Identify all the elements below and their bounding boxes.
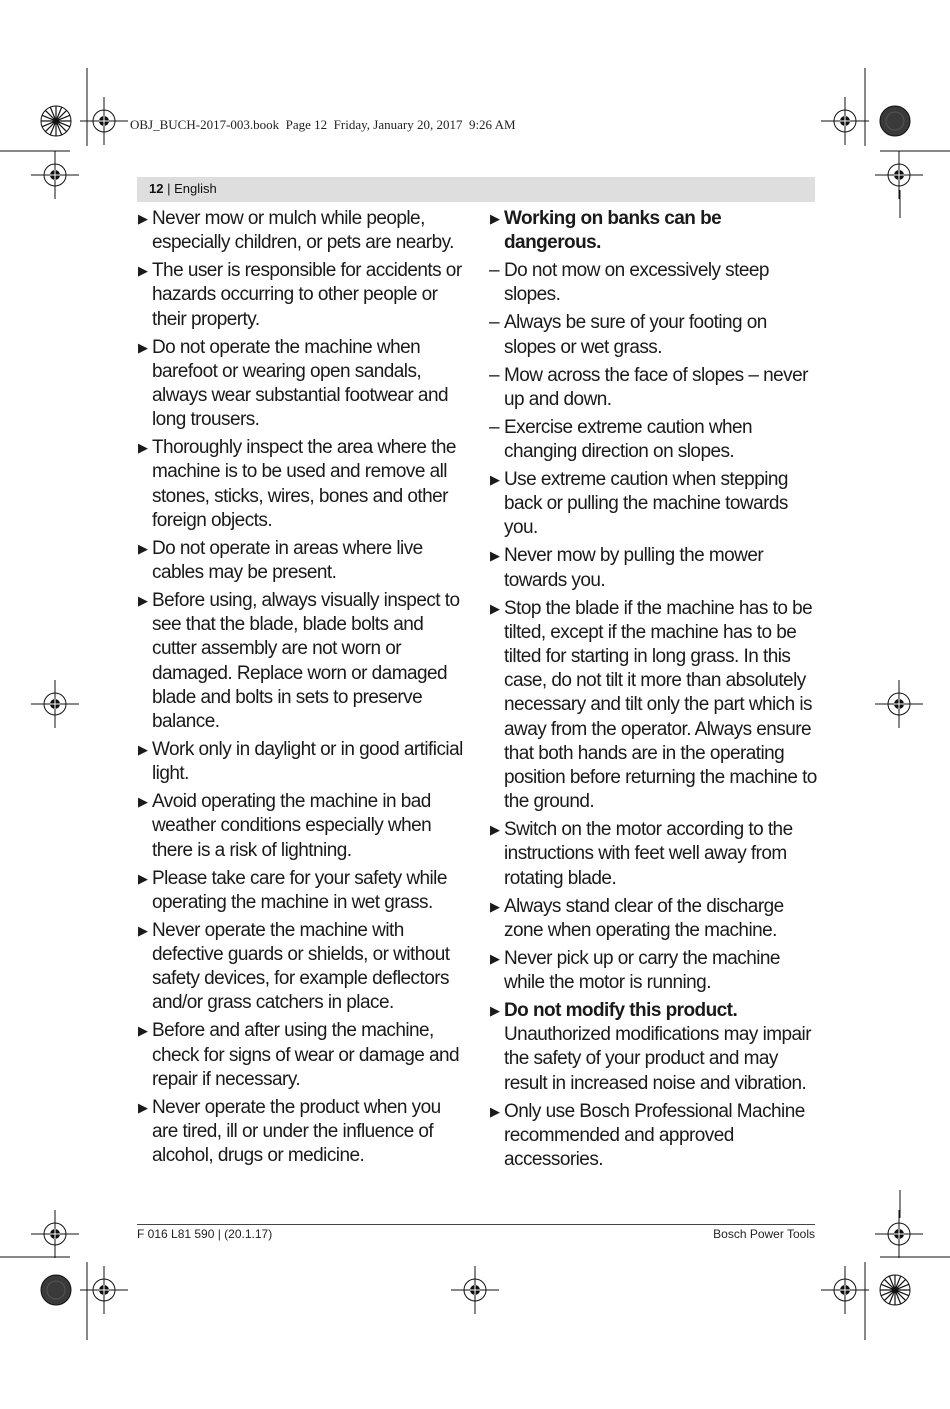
dash-bullet: – xyxy=(489,416,500,438)
item-text: Always stand clear of the discharge zone when operating the machine. xyxy=(504,895,784,941)
list-item xyxy=(489,416,817,464)
list-item xyxy=(489,597,817,815)
item-bold-text: Do not modify this product. xyxy=(504,1000,738,1022)
header-separator: | xyxy=(163,181,175,196)
list-item xyxy=(489,544,817,592)
footer-divider xyxy=(137,1224,815,1225)
list-item xyxy=(137,738,467,786)
right-column xyxy=(489,207,817,1176)
triangle-bullet-icon: ▶ xyxy=(490,950,500,966)
triangle-bullet-icon: ▶ xyxy=(490,822,500,838)
triangle-bullet-icon: ▶ xyxy=(138,922,148,938)
triangle-bullet-icon: ▶ xyxy=(490,472,500,488)
list-item xyxy=(137,336,467,433)
item-bold-text: Working on banks can be dangerous. xyxy=(504,208,722,254)
triangle-bullet-icon: ▶ xyxy=(138,1023,148,1039)
list-item xyxy=(489,311,817,359)
triangle-bullet-icon: ▶ xyxy=(490,548,500,564)
triangle-bullet-icon: ▶ xyxy=(138,211,148,226)
triangle-bullet-icon: ▶ xyxy=(138,870,148,886)
triangle-bullet-icon: ▶ xyxy=(138,339,148,355)
list-item xyxy=(489,947,817,995)
page-header xyxy=(137,177,815,202)
list-item xyxy=(489,207,817,255)
item-text: Please take care for your safety while operating the machine in wet grass. xyxy=(152,867,447,913)
list-item xyxy=(489,999,817,1096)
triangle-bullet-icon: ▶ xyxy=(138,742,148,758)
print-info: OBJ_BUCH-2017-003.book Page 12 Friday, January 20, 2017 9:26 AM xyxy=(130,117,516,132)
list-item xyxy=(137,790,467,863)
item-text: Never operate the machine with defective guards or shields, or without safety devices, for example deflectors and/or grass catchers in place. xyxy=(152,919,450,1014)
list-item xyxy=(489,259,817,307)
item-text: Before and after using the machine, check for signs of wear or damage and repair if necessary. xyxy=(152,1020,460,1090)
list-item xyxy=(489,895,817,943)
triangle-bullet-icon: ▶ xyxy=(138,593,148,609)
page-number: 12 xyxy=(149,181,164,196)
list-item xyxy=(137,867,467,915)
header-language: English xyxy=(174,181,217,196)
item-text: Do not mow on excessively steep slopes. xyxy=(504,260,769,306)
list-item xyxy=(137,1096,467,1169)
item-text: Only use Bosch Professional Machine recommended and approved accessories. xyxy=(504,1100,805,1171)
list-item xyxy=(489,818,817,891)
item-text: Never mow by pulling the mower towards you. xyxy=(504,545,764,591)
list-item xyxy=(137,436,467,533)
item-text: Always be sure of your footing on slopes or wet grass. xyxy=(504,312,767,358)
item-text: Do not operate the machine when barefoot or wearing open sandals, always wear substantial footwear and long trousers. xyxy=(152,336,448,431)
triangle-bullet-icon: ▶ xyxy=(138,540,148,556)
item-text: Never pick up or carry the machine while the motor is running. xyxy=(504,947,780,994)
list-item xyxy=(137,589,467,734)
dash-bullet: – xyxy=(489,260,500,282)
list-item xyxy=(137,537,467,585)
triangle-bullet-icon: ▶ xyxy=(138,794,148,810)
list-item xyxy=(137,259,467,332)
list-item xyxy=(489,468,817,541)
item-text: Never mow or mulch while people, especially children, or pets are nearby. xyxy=(152,208,454,254)
triangle-bullet-icon: ▶ xyxy=(490,600,500,616)
item-text: Never operate the product when you are tired, ill or under the influence of alcohol, drugs or medicine. xyxy=(152,1096,441,1167)
dash-bullet: – xyxy=(489,312,500,334)
item-text: Use extreme caution when stepping back or pulling the machine towards you. xyxy=(504,469,788,539)
footer-brand: Bosch Power Tools xyxy=(713,1227,815,1241)
triangle-bullet-icon: ▶ xyxy=(138,440,148,456)
triangle-bullet-icon: ▶ xyxy=(490,898,500,914)
item-text: Switch on the motor according to the instructions with feet well away from rotating blade. xyxy=(504,819,793,889)
triangle-bullet-icon: ▶ xyxy=(138,1099,148,1115)
triangle-bullet-icon: ▶ xyxy=(490,211,500,226)
list-item xyxy=(137,207,467,255)
item-text: Stop the blade if the machine has to be tilted, except if the machine has to be tilted for starting in long grass. In this case, do not tilt it more than absolutely necessary and tilt only the part which is away from the operator. Always ensure that both hands are in the operating position before returning the machine to the ground. xyxy=(504,597,817,813)
triangle-bullet-icon: ▶ xyxy=(138,263,148,279)
left-column xyxy=(137,207,467,1172)
list-item xyxy=(137,1019,467,1092)
item-text: Exercise extreme caution when changing direction on slopes. xyxy=(504,416,753,463)
item-text: Mow across the face of slopes – never up and down. xyxy=(504,364,808,410)
list-item xyxy=(137,919,467,1016)
list-item xyxy=(489,364,817,412)
item-text: Thoroughly inspect the area where the machine is to be used and remove all stones, sticks, wires, bones and other foreign objects. xyxy=(152,437,456,531)
triangle-bullet-icon: ▶ xyxy=(490,1103,500,1119)
item-text: Work only in daylight or in good artificial light. xyxy=(152,739,463,785)
footer-document-code: F 016 L81 590 | (20.1.17) xyxy=(137,1227,273,1241)
triangle-bullet-icon: ▶ xyxy=(490,1003,500,1019)
item-text: Before using, always visually inspect to see that the blade, blade bolts and cutter assembly are not worn or damaged. Replace worn or damaged blade and bolts in sets to preserve balance. xyxy=(152,590,460,733)
list-item xyxy=(489,1100,817,1173)
item-text: Unauthorized modifications may impair the safety of your product and may result in increased noise and vibration. xyxy=(504,1024,812,1094)
item-text: Avoid operating the machine in bad weather conditions especially when there is a risk of lightning. xyxy=(152,791,432,861)
dash-bullet: – xyxy=(489,364,500,386)
item-text: The user is responsible for accidents or hazards occurring to other people or their property. xyxy=(152,260,462,330)
item-text: Do not operate in areas where live cables may be present. xyxy=(152,537,423,584)
